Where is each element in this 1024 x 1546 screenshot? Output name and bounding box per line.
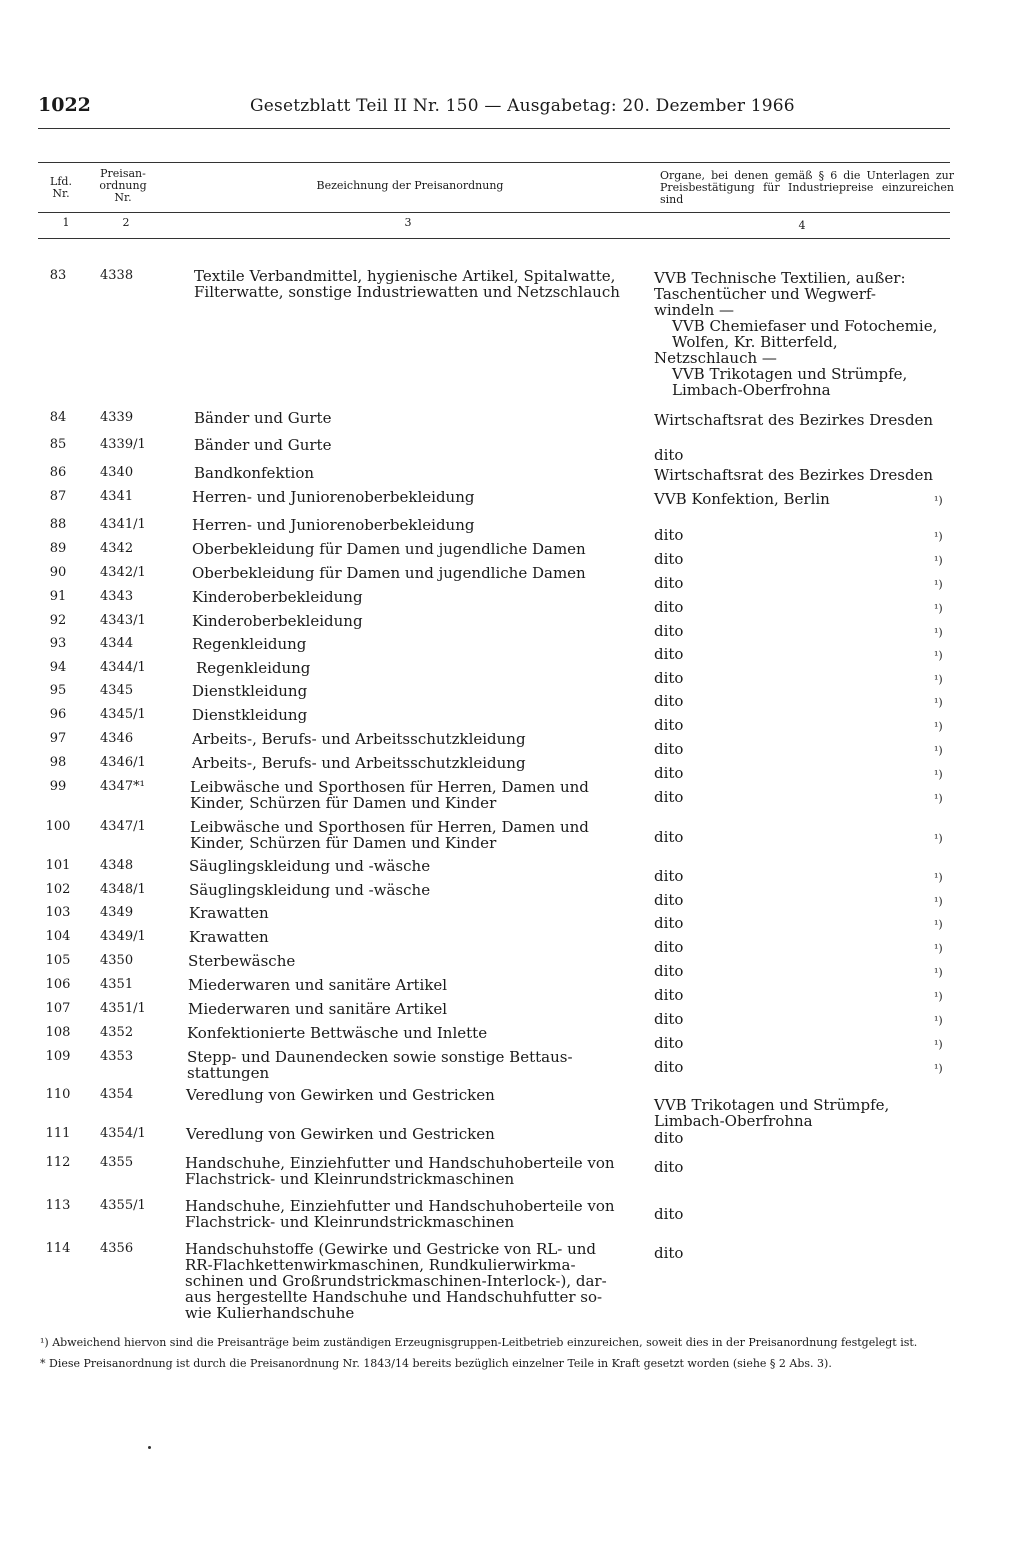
responsible-organ <box>654 1130 954 1146</box>
header-bottom-rule <box>38 212 950 213</box>
organ-line: dito <box>654 550 684 568</box>
responsible-organ <box>654 646 954 662</box>
footnote-marker: ¹) <box>934 895 943 908</box>
row-number: 113 <box>45 1198 71 1213</box>
row-number: 107 <box>45 1001 71 1016</box>
organ-line: VVB Trikotagen und Strümpfe, <box>672 365 908 383</box>
price-order-designation <box>189 882 639 898</box>
organ-line: dito <box>654 692 684 710</box>
row-number: 110 <box>45 1087 71 1102</box>
organ-line: windeln — <box>654 301 735 319</box>
organ-line: dito <box>654 1244 684 1262</box>
organ-line: dito <box>654 986 684 1004</box>
organ-line: dito <box>654 598 684 616</box>
organ-line: dito <box>654 764 684 782</box>
price-order-designation <box>194 437 644 453</box>
price-order-designation <box>192 613 642 629</box>
designation-line: Textile Verbandmittel, hygienische Artikel, Spitalwatte, <box>194 267 616 285</box>
row-number: 85 <box>49 437 67 452</box>
row-number: 106 <box>45 977 71 992</box>
designation-line: Kinder, Schürzen für Damen und Kinder <box>190 834 497 852</box>
designation-line: Kinderoberbekleidung <box>192 588 363 606</box>
footnote-marker: ¹) <box>934 720 943 733</box>
footnote-marker: ¹) <box>934 1038 943 1051</box>
footnote-marker: ¹) <box>934 673 943 686</box>
responsible-organ <box>654 868 954 884</box>
designation-line: wie Kulierhandschuhe <box>185 1304 355 1322</box>
organ-line: dito <box>654 962 684 980</box>
price-order-number: 4348/1 <box>100 882 146 897</box>
responsible-organ <box>654 670 954 686</box>
price-order-number: 4355 <box>100 1155 134 1170</box>
organ-line: dito <box>654 526 684 544</box>
designation-line: Dienstkleidung <box>192 706 308 724</box>
footnote-marker: ¹) <box>934 626 943 639</box>
designation-line: RR-Flachkettenwirkmaschinen, Rundkulierwirkma- <box>185 1256 576 1274</box>
designation-line: Veredlung von Gewirken und Gestricken <box>186 1125 495 1143</box>
price-order-designation <box>194 410 644 426</box>
responsible-organ <box>654 693 954 709</box>
organ-line: dito <box>654 867 684 885</box>
row-number: 87 <box>49 489 67 504</box>
price-order-number: 4353 <box>100 1049 134 1064</box>
responsible-organ <box>654 987 954 1003</box>
organ-line: VVB Konfektion, Berlin <box>654 490 830 508</box>
price-order-number: 4354 <box>100 1087 134 1102</box>
col-header-organe: Organe, bei denen gemäß § 6 die Unterlagen zur Preisbestätigung für Industriepreise einzureichen sind <box>660 169 954 206</box>
designation-line: Konfektionierte Bettwäsche und Inlette <box>187 1024 488 1042</box>
responsible-organ <box>654 527 954 543</box>
responsible-organ <box>654 1245 954 1261</box>
price-order-designation <box>185 1241 635 1321</box>
price-order-number: 4354/1 <box>100 1126 146 1141</box>
organ-line: dito <box>654 828 684 846</box>
row-number: 84 <box>49 410 67 425</box>
footnote-marker: ¹) <box>934 1014 943 1027</box>
row-number: 105 <box>45 953 71 968</box>
price-order-designation <box>187 1025 637 1041</box>
price-order-number: 4356 <box>100 1241 134 1256</box>
designation-line: Oberbekleidung für Damen und jugendliche Damen <box>192 540 586 558</box>
price-order-designation <box>194 268 644 300</box>
responsible-organ <box>654 491 954 507</box>
designation-line: Sterbewäsche <box>188 952 296 970</box>
print-speck <box>148 1446 151 1449</box>
price-order-designation <box>192 589 642 605</box>
organ-line: Limbach-Oberfrohna <box>672 381 831 399</box>
responsible-organ <box>654 789 954 805</box>
designation-line: Krawatten <box>189 904 269 922</box>
designation-line: Flachstrick- und Kleinrundstrickmaschinen <box>185 1213 515 1231</box>
price-order-number: 4349 <box>100 905 134 920</box>
header-rule <box>38 128 950 129</box>
responsible-organ <box>654 892 954 908</box>
designation-line: Handschuhe, Einziehfutter und Handschuhoberteile von <box>185 1154 615 1172</box>
col-header-bezeichnung: Bezeichnung der Preisanordnung <box>316 179 504 192</box>
row-number: 111 <box>45 1126 71 1141</box>
responsible-organ <box>654 467 954 483</box>
row-number: 102 <box>45 882 71 897</box>
row-number: 101 <box>45 858 71 873</box>
row-number: 99 <box>49 779 67 794</box>
price-order-number: 4351 <box>100 977 134 992</box>
responsible-organ <box>654 1097 954 1129</box>
footnote-marker: ¹) <box>934 918 943 931</box>
organ-line: Wirtschaftsrat des Bezirkes Dresden <box>654 411 934 429</box>
footnote-marker: ¹) <box>934 768 943 781</box>
responsible-organ <box>654 412 954 428</box>
designation-line: Krawatten <box>189 928 269 946</box>
footnotes <box>40 1336 950 1378</box>
price-order-designation <box>192 489 642 505</box>
designation-line: schinen und Großrundstrickmaschinen-Interlock-), dar- <box>185 1272 607 1290</box>
organ-line: Wirtschaftsrat des Bezirkes Dresden <box>654 466 934 484</box>
price-order-number: 4355/1 <box>100 1198 146 1213</box>
col-header-preisanordnung: Preisan- ordnung Nr. <box>99 167 147 204</box>
organ-line: Limbach-Oberfrohna <box>654 1112 813 1130</box>
price-order-designation <box>185 1198 635 1230</box>
row-number: 100 <box>45 819 71 834</box>
price-order-number: 4348 <box>100 858 134 873</box>
designation-line: Regenkleidung <box>192 635 307 653</box>
table-top-rule <box>38 162 950 163</box>
row-number: 90 <box>49 565 67 580</box>
price-order-number: 4342 <box>100 541 134 556</box>
footnote-marker: ¹) <box>934 871 943 884</box>
col-header-lfd: Lfd. Nr. <box>50 175 72 200</box>
price-order-designation <box>194 465 644 481</box>
row-number: 112 <box>45 1155 71 1170</box>
designation-line: Säuglingskleidung und -wäsche <box>189 857 431 875</box>
price-order-designation <box>192 541 642 557</box>
col-number-2: 2 <box>122 216 130 229</box>
organ-line: dito <box>654 1010 684 1028</box>
price-order-number: 4347/1 <box>100 819 146 834</box>
designation-line: Bandkonfektion <box>194 464 315 482</box>
footnote-1: ¹) Abweichend hiervon sind die Preisanträge beim zuständigen Erzeugnisgruppen-Leitbetrieb einzureichen, soweit dies in der Preisanordnung festgelegt ist. <box>40 1336 918 1349</box>
price-order-designation <box>192 517 642 533</box>
price-order-designation <box>189 858 639 874</box>
price-order-designation <box>192 683 642 699</box>
organ-line: VVB Chemiefaser und Fotochemie, <box>672 317 938 335</box>
organ-line: dito <box>654 740 684 758</box>
page-header-title: Gesetzblatt Teil II Nr. 150 — Ausgabetag: 20. Dezember 1966 <box>250 96 795 116</box>
footnote-marker: ¹) <box>934 1062 943 1075</box>
price-order-number: 4350 <box>100 953 134 968</box>
designation-line: Flachstrick- und Kleinrundstrickmaschinen <box>185 1170 515 1188</box>
organ-line: VVB Technische Textilien, außer: <box>654 269 906 287</box>
designation-line: stattungen <box>187 1064 270 1082</box>
organ-line: dito <box>654 1129 684 1147</box>
price-order-designation <box>188 1001 638 1017</box>
row-number: 88 <box>49 517 67 532</box>
price-order-designation <box>192 707 642 723</box>
price-order-number: 4345 <box>100 683 134 698</box>
organ-line: dito <box>654 669 684 687</box>
price-order-number: 4346/1 <box>100 755 146 770</box>
price-order-number: 4339 <box>100 410 134 425</box>
price-order-number: 4343 <box>100 589 134 604</box>
column-number-rule <box>38 238 950 239</box>
row-number: 92 <box>49 613 67 628</box>
responsible-organ <box>654 551 954 567</box>
row-number: 93 <box>49 636 67 651</box>
designation-line: Herren- und Juniorenoberbekleidung <box>192 516 475 534</box>
designation-line: Leibwäsche und Sporthosen für Herren, Damen und <box>190 778 589 796</box>
footnote-marker: ¹) <box>934 966 943 979</box>
price-order-designation <box>189 929 639 945</box>
organ-line: dito <box>654 891 684 909</box>
designation-line: Leibwäsche und Sporthosen für Herren, Damen und <box>190 818 589 836</box>
row-number: 108 <box>45 1025 71 1040</box>
responsible-organ <box>654 741 954 757</box>
col-number-1: 1 <box>62 216 70 229</box>
organ-line: Wolfen, Kr. Bitterfeld, <box>672 333 838 351</box>
designation-line: Handschuhe, Einziehfutter und Handschuhoberteile von <box>185 1197 615 1215</box>
footnote-marker: ¹) <box>934 649 943 662</box>
responsible-organ <box>654 1035 954 1051</box>
price-order-designation <box>188 977 638 993</box>
row-number: 95 <box>49 683 67 698</box>
price-order-number: 4340 <box>100 465 134 480</box>
row-number: 96 <box>49 707 67 722</box>
row-number: 83 <box>49 268 67 283</box>
price-order-designation <box>187 1049 637 1081</box>
price-order-number: 4341/1 <box>100 517 146 532</box>
price-order-number: 4347*¹ <box>100 779 145 794</box>
responsible-organ <box>654 939 954 955</box>
price-order-number: 4339/1 <box>100 437 146 452</box>
price-order-number: 4342/1 <box>100 565 146 580</box>
footnote-marker: ¹) <box>934 530 943 543</box>
col-number-3: 3 <box>404 216 412 229</box>
footnote-marker: ¹) <box>934 696 943 709</box>
price-order-designation <box>188 953 638 969</box>
responsible-organ <box>654 1206 954 1222</box>
row-number: 94 <box>49 660 67 675</box>
price-order-designation <box>186 1126 636 1142</box>
footnote-marker: ¹) <box>934 602 943 615</box>
organ-line: Netzschlauch — <box>654 349 777 367</box>
price-order-designation <box>185 1155 635 1187</box>
price-order-number: 4349/1 <box>100 929 146 944</box>
designation-line: Säuglingskleidung und -wäsche <box>189 881 431 899</box>
designation-line: Bänder und Gurte <box>194 436 332 454</box>
price-order-number: 4351/1 <box>100 1001 146 1016</box>
organ-line: dito <box>654 1205 684 1223</box>
price-order-number: 4341 <box>100 489 134 504</box>
designation-line: Miederwaren und sanitäre Artikel <box>188 1000 448 1018</box>
organ-line: dito <box>654 914 684 932</box>
organ-line: dito <box>654 1058 684 1076</box>
price-order-designation <box>192 755 642 771</box>
organ-line: dito <box>654 788 684 806</box>
price-order-designation <box>196 660 646 676</box>
responsible-organ <box>654 599 954 615</box>
row-number: 114 <box>45 1241 71 1256</box>
organ-line: dito <box>654 574 684 592</box>
row-number: 103 <box>45 905 71 920</box>
organ-line: dito <box>654 622 684 640</box>
footnote-marker: ¹) <box>934 832 943 845</box>
footnote-marker: ¹) <box>934 578 943 591</box>
responsible-organ <box>654 1159 954 1175</box>
designation-line: Filterwatte, sonstige Industriewatten und Netzschlauch <box>194 283 620 301</box>
responsible-organ <box>654 717 954 733</box>
row-number: 91 <box>49 589 67 604</box>
row-number: 98 <box>49 755 67 770</box>
responsible-organ <box>654 915 954 931</box>
designation-line: Veredlung von Gewirken und Gestricken <box>186 1086 495 1104</box>
responsible-organ <box>654 1059 954 1075</box>
price-order-number: 4344 <box>100 636 134 651</box>
price-order-number: 4338 <box>100 268 134 283</box>
footnote-marker: ¹) <box>934 554 943 567</box>
designation-line: aus hergestellte Handschuhe und Handschuhfutter so- <box>185 1288 603 1306</box>
footnote-marker: ¹) <box>934 494 943 507</box>
footnote-marker: ¹) <box>934 792 943 805</box>
price-order-designation <box>192 731 642 747</box>
responsible-organ <box>654 963 954 979</box>
price-order-designation <box>186 1087 636 1103</box>
price-order-designation <box>190 819 640 851</box>
price-order-number: 4346 <box>100 731 134 746</box>
responsible-organ <box>654 829 954 845</box>
organ-line: dito <box>654 645 684 663</box>
designation-line: Kinderoberbekleidung <box>192 612 363 630</box>
price-order-designation <box>192 565 642 581</box>
responsible-organ <box>654 623 954 639</box>
footnote-asterisk: * Diese Preisanordnung ist durch die Preisanordnung Nr. 1843/14 bereits bezüglich einzelner Teile in Kraft gesetzt worden (siehe § 2 Abs. 3). <box>40 1357 832 1370</box>
designation-line: Arbeits-, Berufs- und Arbeitsschutzkleidung <box>192 730 526 748</box>
organ-line: dito <box>654 446 684 464</box>
organ-line: VVB Trikotagen und Strümpfe, <box>654 1096 890 1114</box>
designation-line: Regenkleidung <box>196 659 311 677</box>
designation-line: Oberbekleidung für Damen und jugendliche Damen <box>192 564 586 582</box>
price-order-number: 4343/1 <box>100 613 146 628</box>
row-number: 86 <box>49 465 67 480</box>
responsible-organ <box>654 270 954 398</box>
footnote-marker: ¹) <box>934 990 943 1003</box>
price-order-number: 4352 <box>100 1025 134 1040</box>
page-number: 1022 <box>38 94 91 116</box>
designation-line: Handschuhstoffe (Gewirke und Gestricke von RL- und <box>185 1240 597 1258</box>
responsible-organ <box>654 575 954 591</box>
designation-line: Dienstkleidung <box>192 682 308 700</box>
footnote-marker: ¹) <box>934 744 943 757</box>
price-order-number: 4344/1 <box>100 660 146 675</box>
price-order-designation <box>190 779 640 811</box>
row-number: 97 <box>49 731 67 746</box>
row-number: 109 <box>45 1049 71 1064</box>
organ-line: Taschentücher und Wegwerf- <box>654 285 876 303</box>
designation-line: Arbeits-, Berufs- und Arbeitsschutzkleidung <box>192 754 526 772</box>
organ-line: dito <box>654 938 684 956</box>
responsible-organ <box>654 765 954 781</box>
price-order-designation <box>189 905 639 921</box>
organ-line: dito <box>654 1158 684 1176</box>
designation-line: Miederwaren und sanitäre Artikel <box>188 976 448 994</box>
row-number: 104 <box>45 929 71 944</box>
designation-line: Kinder, Schürzen für Damen und Kinder <box>190 794 497 812</box>
organ-line: dito <box>654 1034 684 1052</box>
price-order-designation <box>192 636 642 652</box>
price-order-number: 4345/1 <box>100 707 146 722</box>
col-number-4: 4 <box>798 219 806 232</box>
designation-line: Stepp- und Daunendecken sowie sonstige Bettaus- <box>187 1048 573 1066</box>
designation-line: Bänder und Gurte <box>194 409 332 427</box>
responsible-organ <box>654 1011 954 1027</box>
designation-line: Herren- und Juniorenoberbekleidung <box>192 488 475 506</box>
footnote-marker: ¹) <box>934 942 943 955</box>
responsible-organ <box>654 447 954 463</box>
row-number: 89 <box>49 541 67 556</box>
organ-line: dito <box>654 716 684 734</box>
